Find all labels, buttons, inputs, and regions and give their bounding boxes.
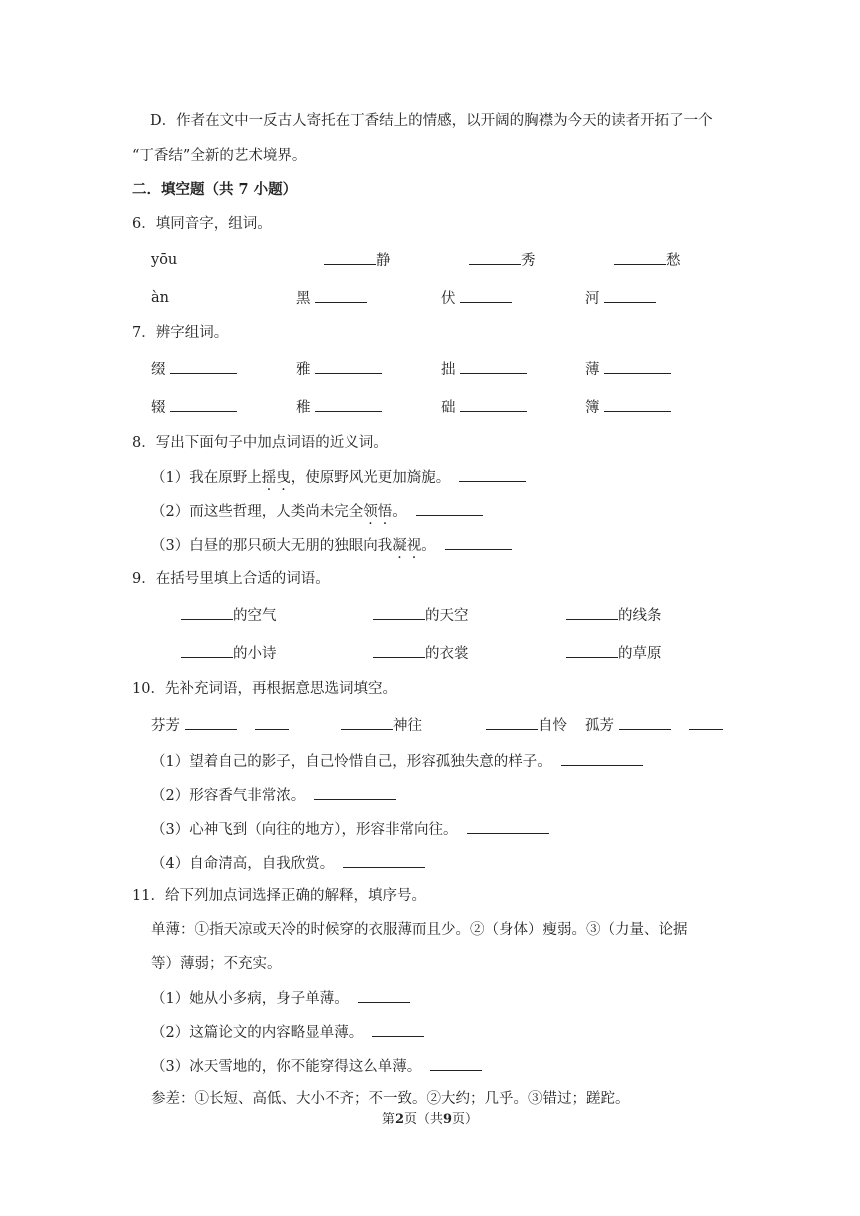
q10-word-cell: 芬芳 [151,715,289,736]
page-footer: 第2页（共9页） [381,1112,479,1127]
option-d-line1: D．作者在文中一反古人寄托在丁香结上的情感，以开阔的胸襟为今天的读者开拓了一个 [150,113,713,129]
q6-blank-cell: 伏 [441,288,512,309]
q9-cell: 的空气 [181,605,277,626]
q10-title: 10．先补充词语，再根据意思选词填空。 [132,681,397,697]
answer-blank[interactable] [373,605,425,620]
answer-blank[interactable] [486,715,538,730]
q10-sentence-2: （2）形容香气非常浓。 [151,785,396,806]
answer-blank[interactable] [324,250,376,265]
answer-blank[interactable] [614,250,666,265]
answer-blank[interactable] [469,250,521,265]
answer-blank[interactable] [373,643,425,658]
dotted-char: 领 [363,504,378,520]
q11-definition-line3: 参差：①长短、高低、大小不齐；不一致。②大约；几乎。③错过；蹉跎。 [151,1091,630,1107]
q11-definition-line1: 单薄：①指天凉或天冷的时候穿的衣服薄而且少。②（身体）瘦弱。③（力量、论据 [151,922,688,938]
q6-pinyin-an: àn [151,290,169,306]
q8-sentence-3: （3）白昼的那只硕大无朋的独眼向我凝视。 [151,535,512,556]
q11-title: 11．给下列加点词选择正确的解释，填序号。 [132,888,426,904]
answer-blank[interactable] [566,643,618,658]
dotted-char: 摇 [261,470,277,486]
q10-sentence-1: （1）望着自己的影子，自己怜惜自己，形容孤独失意的样子。 [151,751,643,772]
dotted-char: 视 [406,538,422,554]
q6-blank-cell: 河 [585,288,656,309]
answer-blank[interactable] [460,288,512,303]
answer-blank[interactable] [430,1056,482,1071]
answer-blank[interactable] [372,1022,424,1037]
q10-word-cell: 孤芳 [585,715,723,736]
answer-blank[interactable] [255,715,289,730]
q10-sentence-3: （3）心神飞到（向往的地方），形容非常向往。 [151,819,549,840]
answer-blank[interactable] [315,359,382,374]
q7-cell: 拙 [441,359,527,380]
q7-cell: 薄 [585,359,671,380]
q6-blank-cell: 秀 [469,250,536,271]
q7-cell: 础 [441,397,527,418]
q11-sentence-3: （3）冰天雪地的，你不能穿得这么单薄。 [151,1056,482,1077]
q8-sentence-2: （2）而这些哲理，人类尚未完全领悟。 [151,501,483,522]
answer-blank[interactable] [185,715,237,730]
q9-cell: 的小诗 [181,643,277,664]
q7-cell: 辍 [151,397,237,418]
dotted-char: 曳 [276,470,291,486]
answer-blank[interactable] [343,853,425,868]
answer-blank[interactable] [341,715,393,730]
answer-blank[interactable] [619,715,671,730]
q6-pinyin-you: yōu [151,252,178,268]
answer-blank[interactable] [604,359,671,374]
q7-cell: 簿 [585,397,671,418]
answer-blank[interactable] [460,359,527,374]
answer-blank[interactable] [460,397,527,412]
q11-sentence-2: （2）这篇论文的内容略显单薄。 [151,1022,424,1043]
option-d-line2: “丁香结”全新的艺术境界。 [132,148,307,164]
q6-blank-cell: 静 [324,250,391,271]
q7-title: 7．辨字组词。 [132,325,229,341]
answer-blank[interactable] [314,785,396,800]
answer-blank[interactable] [181,605,233,620]
answer-blank[interactable] [170,359,237,374]
answer-blank[interactable] [689,715,723,730]
answer-blank[interactable] [604,288,656,303]
q9-cell: 的草原 [566,643,662,664]
answer-blank[interactable] [604,397,671,412]
answer-blank[interactable] [445,535,512,550]
answer-blank[interactable] [416,501,483,516]
answer-blank[interactable] [561,751,643,766]
q7-cell: 缀 [151,359,237,380]
q8-title: 8．写出下面句子中加点词语的近义词。 [132,435,388,451]
q11-definition-line2: 等）薄弱；不充实。 [151,956,282,972]
q6-blank-cell: 黑 [296,288,367,309]
answer-blank[interactable] [467,819,549,834]
q10-sentence-4: （4）自命清高，自我欣赏。 [151,853,425,874]
section-title: 二．填空题（共 7 小题） [132,181,298,198]
q6-title: 6．填同音字，组词。 [132,216,272,232]
q9-cell: 的天空 [373,605,469,626]
q7-cell: 雅 [296,359,382,380]
dotted-char: 凝 [392,538,407,554]
q7-cell: 稚 [296,397,382,418]
answer-blank[interactable] [315,288,367,303]
answer-blank[interactable] [459,467,526,482]
answer-blank[interactable] [566,605,618,620]
dotted-char: 悟 [377,504,393,520]
answer-blank[interactable] [358,988,410,1003]
answer-blank[interactable] [181,643,233,658]
answer-blank[interactable] [170,397,237,412]
q9-cell: 的衣裳 [373,643,469,664]
answer-blank[interactable] [315,397,382,412]
q9-cell: 的线条 [566,605,662,626]
q10-word-cell: 自怜 [486,715,567,736]
q9-title: 9．在括号里填上合适的词语。 [132,571,330,587]
q11-sentence-1: （1）她从小多病，身子单薄。 [151,988,410,1009]
q6-blank-cell: 愁 [614,250,681,271]
q8-sentence-1: （1）我在原野上摇曳，使原野风光更加旖旎。 [151,467,526,488]
q10-word-cell: 神往 [341,715,422,736]
